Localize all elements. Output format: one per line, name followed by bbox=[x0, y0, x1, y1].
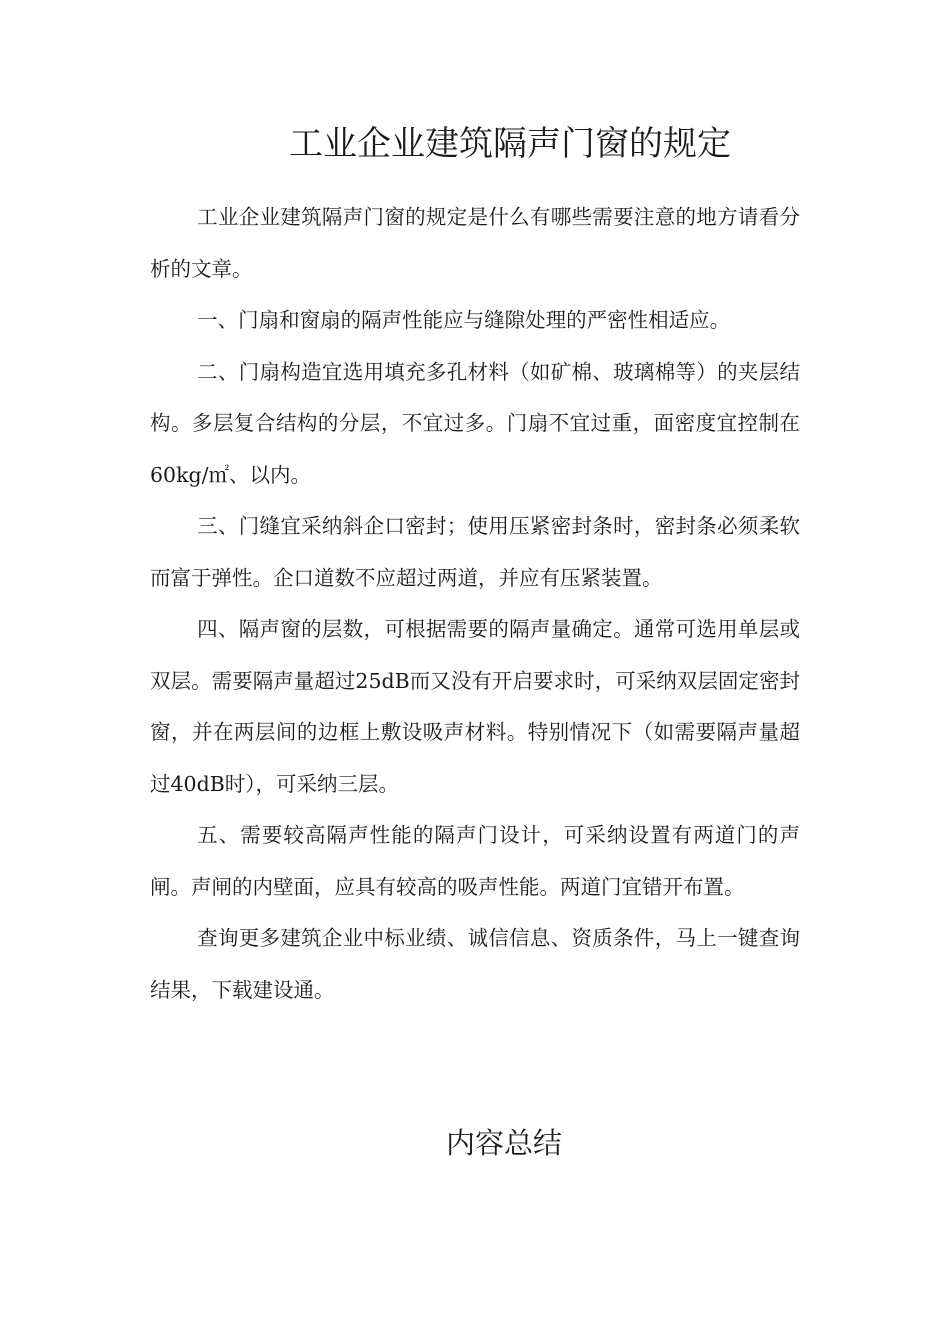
rule-2-paragraph: 二、门扇构造宜选用填充多孔材料（如矿棉、玻璃棉等）的夹层结构。多层复合结构的分层，不宜过多。门扇不宜过重，面密度宜控制在60kg/㎡、以内。 bbox=[150, 359, 800, 487]
rule-1-paragraph: 一、门扇和窗扇的隔声性能应与缝隙处理的严密性相适应。 bbox=[197, 308, 731, 332]
rule-5-paragraph: 五、需要较高隔声性能的隔声门设计，可采纳设置有两道门的声闸。声闸的内壁面，应具有较高的吸声性能。两道门宜错开布置。 bbox=[150, 823, 800, 899]
rule-4-paragraph: 四、隔声窗的层数，可根据需要的隔声量确定。通常可选用单层或双层。需要隔声量超过25dB而又没有开启要求时，可采纳双层固定密封窗，并在两层间的边框上敷设吸声材料。特别情况下（如需要隔声量超过40dB时），可采纳三层。 bbox=[150, 617, 800, 796]
rule-3-paragraph: 三、门缝宜采纳斜企口密封；使用压紧密封条时，密封条必须柔软而富于弹性。企口道数不应超过两道，并应有压紧装置。 bbox=[150, 514, 800, 590]
document-title: 工业企业建筑隔声门窗的规定 bbox=[289, 124, 731, 164]
intro-paragraph: 工业企业建筑隔声门窗的规定是什么有哪些需要注意的地方请看分析的文章。 bbox=[150, 205, 800, 281]
summary-heading: 内容总结 bbox=[445, 1126, 562, 1160]
closing-paragraph: 查询更多建筑企业中标业绩、诚信信息、资质条件，马上一键查询结果，下载建设通。 bbox=[150, 926, 800, 1002]
document-body bbox=[150, 192, 800, 1016]
